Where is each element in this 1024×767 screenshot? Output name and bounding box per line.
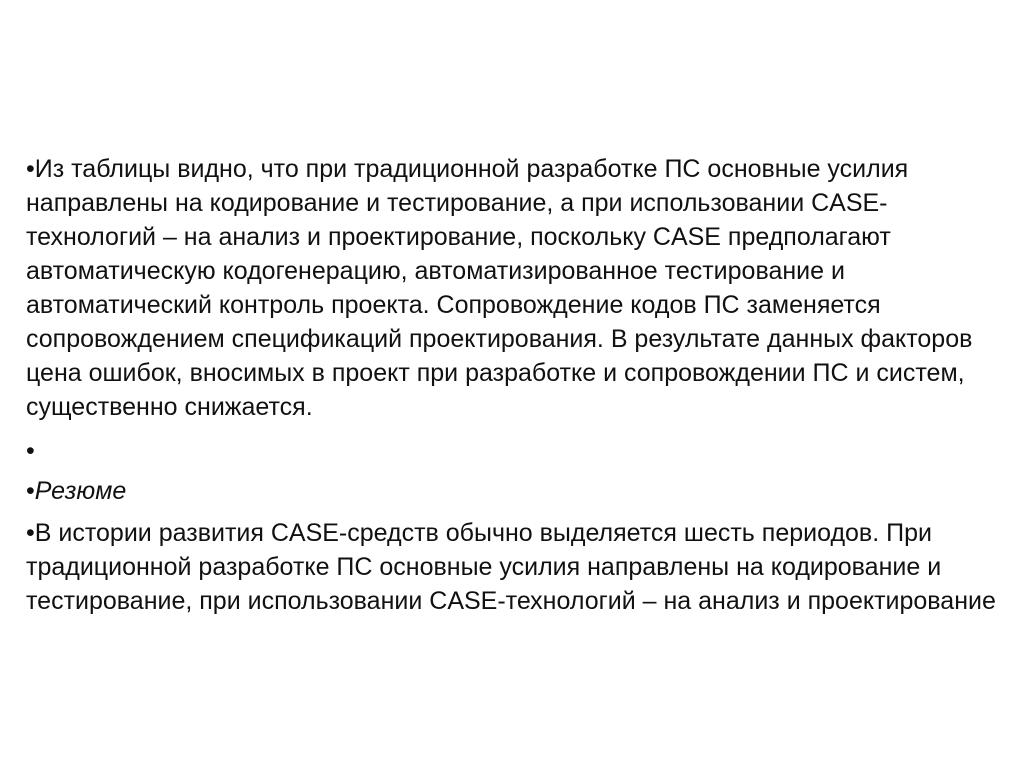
paragraph-bullet: [26, 152, 1006, 424]
bullet-mark: •: [26, 437, 35, 465]
bullet-mark: •: [26, 477, 35, 505]
bullet-mark: •: [26, 519, 35, 547]
paragraph-bullet: [26, 516, 1006, 618]
empty-bullet: [26, 434, 1006, 468]
summary-heading: Резюме: [34, 477, 127, 505]
slide-content: [26, 152, 1006, 626]
paragraph-text: В истории развития CASE-средств обычно выделяется шесть периодов. При традиционной разработке ПС основные усилия направлены на кодирование и тестирование, при использовании CASE-технологий – на анализ и проектирование: [26, 519, 996, 615]
paragraph-text: Из таблицы видно, что при традиционной разработке ПС основные усилия направлены на кодирование и тестирование, а при использовании CASE-технологий – на анализ и проектирование, поскольку CASE предполагают автоматическую кодогенерацию, автоматизированное тестирование и автоматический контроль проекта. Сопровождение кодов ПС заменяется сопровождением спецификаций проектирования. В результате данных факторов цена ошибок, вносимых в проект при разработке и сопровождении ПС и систем, существенно снижается.: [26, 155, 973, 421]
summary-heading-bullet: [26, 474, 1006, 508]
bullet-mark: •: [26, 155, 35, 183]
